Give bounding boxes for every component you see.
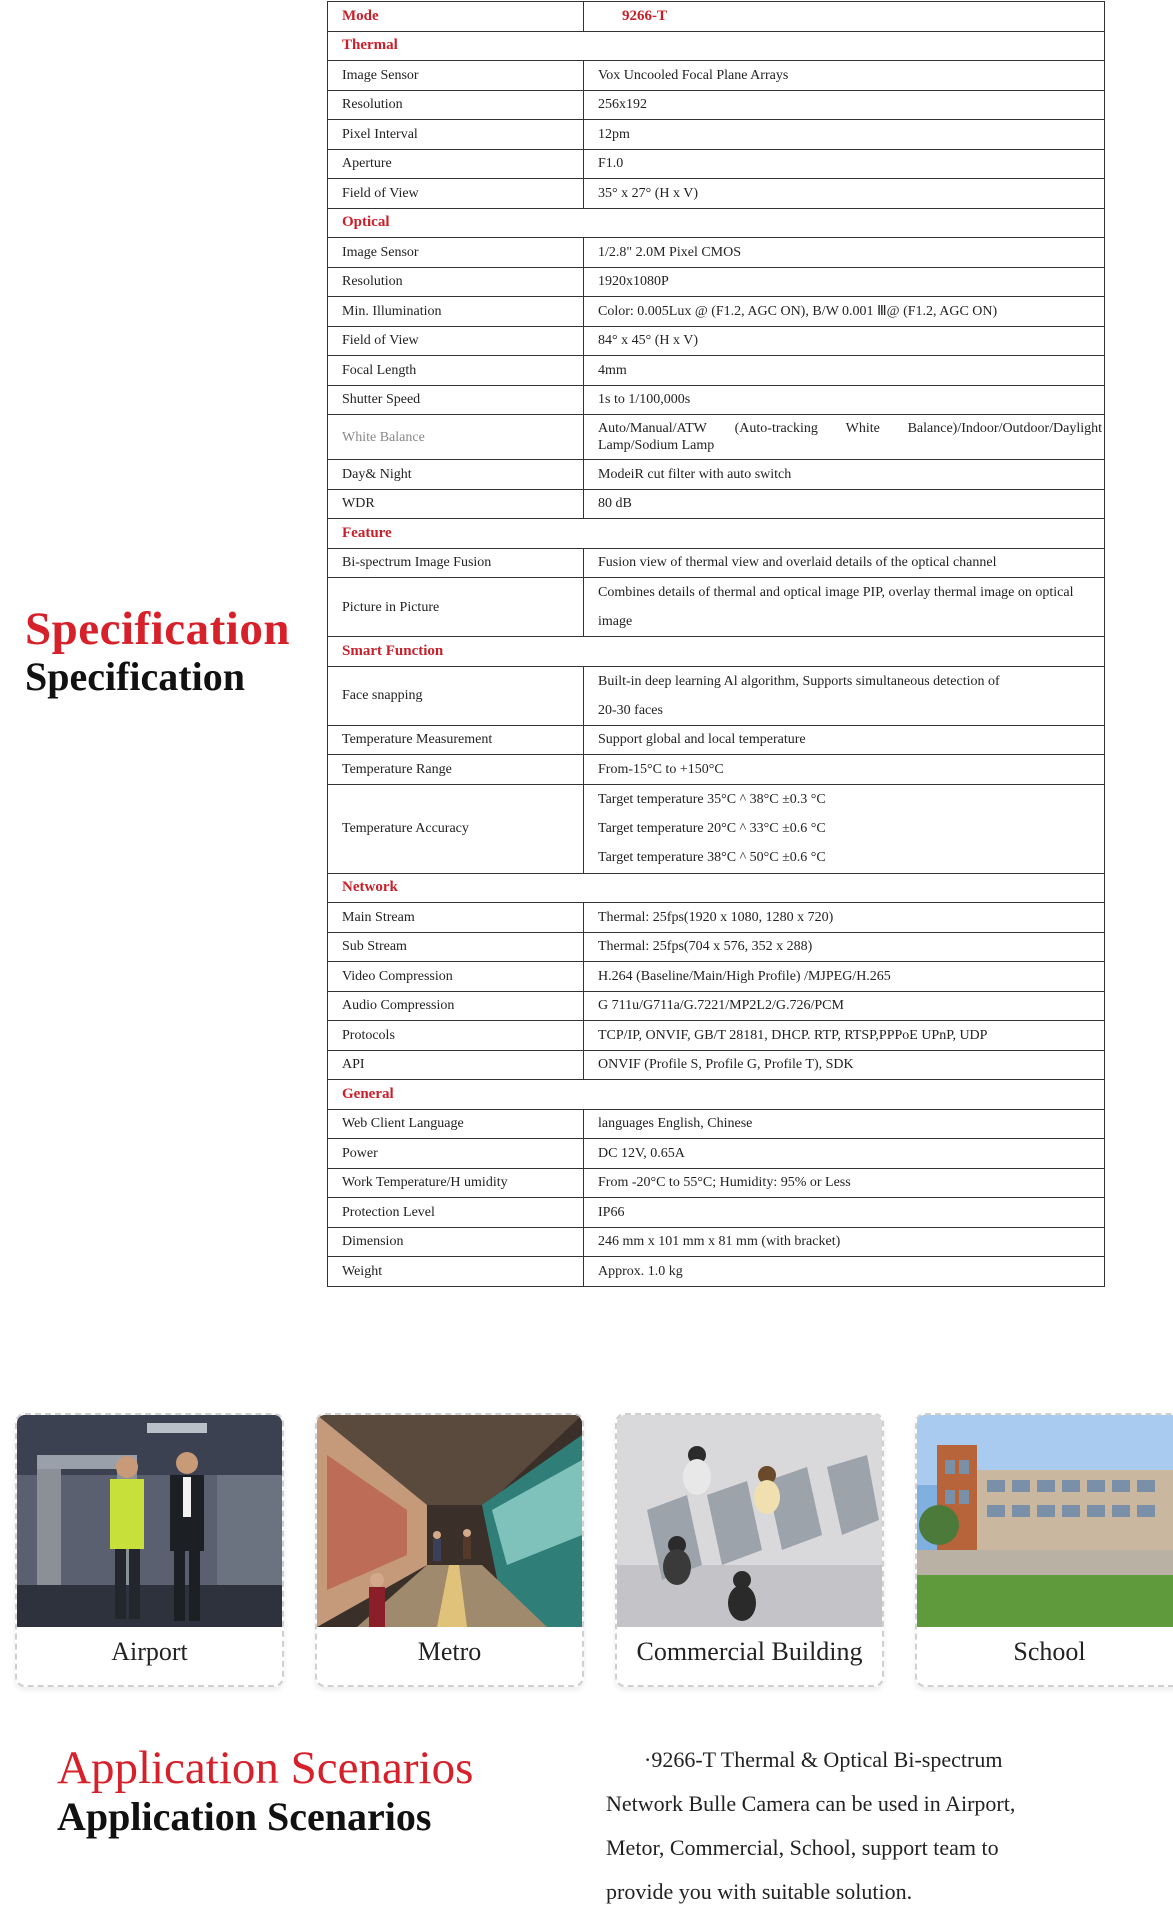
description-line: Network Bulle Camera can be used in Airport, [606,1791,1016,1816]
table-row [328,1198,1105,1228]
table-row [328,578,1105,637]
table-row [328,1168,1105,1198]
specification-heading [25,604,290,700]
spec-value: ModeiR cut filter with auto switch [584,460,1105,490]
table-row [328,903,1105,933]
wb-part: (Auto-tracking [734,421,818,436]
section-optical [328,208,1105,238]
spec-key: Dimension [328,1227,584,1257]
spec-value: 1/2.8" 2.0M Pixel CMOS [584,238,1105,268]
section-general [328,1080,1105,1110]
application-title-black: Application Scenarios [57,1794,432,1839]
spec-key: Image Sensor [328,61,584,91]
spec-key: Field of View [328,179,584,209]
spec-row-mode [328,2,1105,32]
spec-key: API [328,1050,584,1080]
spec-value: H.264 (Baseline/Main/High Profile) /MJPEG/H.265 [584,962,1105,992]
spec-key: Temperature Accuracy [328,784,584,873]
spec-value [584,666,1105,725]
table-row [328,1021,1105,1051]
table-row [328,755,1105,785]
scenario-card-airport [15,1413,284,1687]
spec-value: Vox Uncooled Focal Plane Arrays [584,61,1105,91]
section-title: Smart Function [328,637,1105,667]
spec-value: 1s to 1/100,000s [584,385,1105,415]
spec-value [584,578,1105,637]
spec-value: IP66 [584,1198,1105,1228]
spec-value: F1.0 [584,149,1105,179]
application-heading [57,1743,473,1841]
accuracy-line: Target temperature 38°C ^ 50°C ±0.6 °C [598,850,826,865]
wb-part: Auto/Manual/ATW [598,421,707,436]
spec-key: Face snapping [328,666,584,725]
spec-key: Shutter Speed [328,385,584,415]
scenario-label: School [1013,1637,1086,1666]
wb-part: Balance)/Indoor/Outdoor/Daylight [907,421,1102,436]
application-description [606,1738,1086,1914]
pip-line-1: Combines details of thermal and optical image PIP, overlay thermal image on optical [598,585,1074,600]
metro-photo [317,1415,582,1627]
spec-value: Approx. 1.0 kg [584,1257,1105,1287]
section-title: Network [328,873,1105,903]
face-line-2: 20-30 faces [598,702,663,718]
table-row [328,179,1105,209]
spec-key: Min. Illumination [328,297,584,327]
spec-value: languages English, Chinese [584,1109,1105,1139]
specification-title-black: Specification [25,654,245,699]
table-row [328,1227,1105,1257]
section-network [328,873,1105,903]
scenario-card-metro [315,1413,584,1687]
table-row [328,962,1105,992]
accuracy-line: Target temperature 20°C ^ 33°C ±0.6 °C [598,821,826,836]
commercial-building-photo [617,1415,882,1627]
spec-key: Web Client Language [328,1109,584,1139]
spec-key: Resolution [328,267,584,297]
table-row [328,548,1105,578]
spec-key: Day& Night [328,460,584,490]
spec-key: Protection Level [328,1198,584,1228]
section-title: Thermal [328,31,1105,61]
table-row [328,784,1105,873]
spec-key: Pixel Interval [328,120,584,150]
table-row [328,415,1105,460]
table-row [328,90,1105,120]
table-row [328,932,1105,962]
spec-value: TCP/IP, ONVIF, GB/T 28181, DHCP. RTP, RTSP,PPPoE UPnP, UDP [584,1021,1105,1051]
description-line: provide you with suitable solution. [606,1879,913,1904]
section-title: Feature [328,519,1105,549]
spec-key: Temperature Measurement [328,725,584,755]
white-balance-line-1 [598,420,1104,437]
table-row [328,1139,1105,1169]
section-smart-function [328,637,1105,667]
spec-value [584,784,1105,873]
spec-value [584,415,1105,460]
table-row [328,267,1105,297]
spec-value: 80 dB [584,489,1105,519]
face-line-1: Built-in deep learning Al algorithm, Supports simultaneous detection of [598,673,1000,689]
airport-photo [17,1415,282,1627]
spec-key: Power [328,1139,584,1169]
spec-key: Sub Stream [328,932,584,962]
scenario-label: Commercial Building [636,1637,863,1666]
spec-value: 35° x 27° (H x V) [584,179,1105,209]
spec-value: DC 12V, 0.65A [584,1139,1105,1169]
spec-value: 246 mm x 101 mm x 81 mm (with bracket) [584,1227,1105,1257]
scenario-card-commercial-building [615,1413,884,1687]
section-title: General [328,1080,1105,1110]
wb-part: White [845,421,880,436]
section-title: Optical [328,208,1105,238]
pip-line-2: image [598,614,633,629]
spec-key: Resolution [328,90,584,120]
school-photo [917,1415,1173,1627]
spec-key: Image Sensor [328,238,584,268]
scenario-label: Metro [417,1637,482,1666]
spec-value: 4mm [584,356,1105,386]
spec-key: Audio Compression [328,991,584,1021]
spec-key: WDR [328,489,584,519]
table-row [328,460,1105,490]
spec-value: Support global and local temperature [584,725,1105,755]
table-row [328,1050,1105,1080]
scenario-card-school [915,1413,1173,1687]
spec-value: 1920x1080P [584,267,1105,297]
spec-value: Thermal: 25fps(704 x 576, 352 x 288) [584,932,1105,962]
table-row [328,356,1105,386]
table-row [328,666,1105,725]
table-row [328,326,1105,356]
table-row [328,385,1105,415]
description-line: ·9266-T Thermal & Optical Bi-spectrum [644,1747,1003,1772]
spec-key: Protocols [328,1021,584,1051]
spec-key: Field of View [328,326,584,356]
table-row [328,725,1105,755]
spec-key: Mode [328,2,584,32]
table-row [328,120,1105,150]
section-feature [328,519,1105,549]
section-thermal [328,31,1105,61]
spec-key: Picture in Picture [328,578,584,637]
table-row [328,297,1105,327]
spec-value: 256x192 [584,90,1105,120]
table-row [328,61,1105,91]
spec-key: Video Compression [328,962,584,992]
spec-key: Aperture [328,149,584,179]
spec-value: 12pm [584,120,1105,150]
table-row [328,238,1105,268]
spec-table [327,1,1105,1287]
accuracy-line: Target temperature 35°C ^ 38°C ±0.3 °C [598,792,826,807]
spec-value: From-15°C to +150°C [584,755,1105,785]
spec-value: 9266-T [584,2,1105,32]
scenario-label: Airport [111,1637,188,1666]
spec-key: Focal Length [328,356,584,386]
spec-key: Work Temperature/H umidity [328,1168,584,1198]
description-line: Metor, Commercial, School, support team to [606,1835,999,1860]
table-row [328,149,1105,179]
table-row [328,489,1105,519]
white-balance-line-2: Lamp/Sodium Lamp [598,438,715,453]
table-row [328,991,1105,1021]
spec-value: Fusion view of thermal view and overlaid details of the optical channel [584,548,1105,578]
table-row [328,1257,1105,1287]
table-row [328,1109,1105,1139]
spec-key: Temperature Range [328,755,584,785]
spec-value: G 711u/G711a/G.7221/MP2L2/G.726/PCM [584,991,1105,1021]
spec-value: From -20°C to 55°C; Humidity: 95% or Less [584,1168,1105,1198]
spec-value: 84° x 45° (H x V) [584,326,1105,356]
application-title-red: Application Scenarios [57,1742,474,1794]
spec-key: White Balance [328,415,584,460]
specification-title-red: Specification [25,603,290,655]
spec-key: Bi-spectrum Image Fusion [328,548,584,578]
spec-value: ONVIF (Profile S, Profile G, Profile T), SDK [584,1050,1105,1080]
spec-key: Main Stream [328,903,584,933]
spec-key: Weight [328,1257,584,1287]
spec-value: Color: 0.005Lux @ (F1.2, AGC ON), B/W 0.001 Ⅲ@ (F1.2, AGC ON) [584,297,1105,327]
spec-value: Thermal: 25fps(1920 x 1080, 1280 x 720) [584,903,1105,933]
